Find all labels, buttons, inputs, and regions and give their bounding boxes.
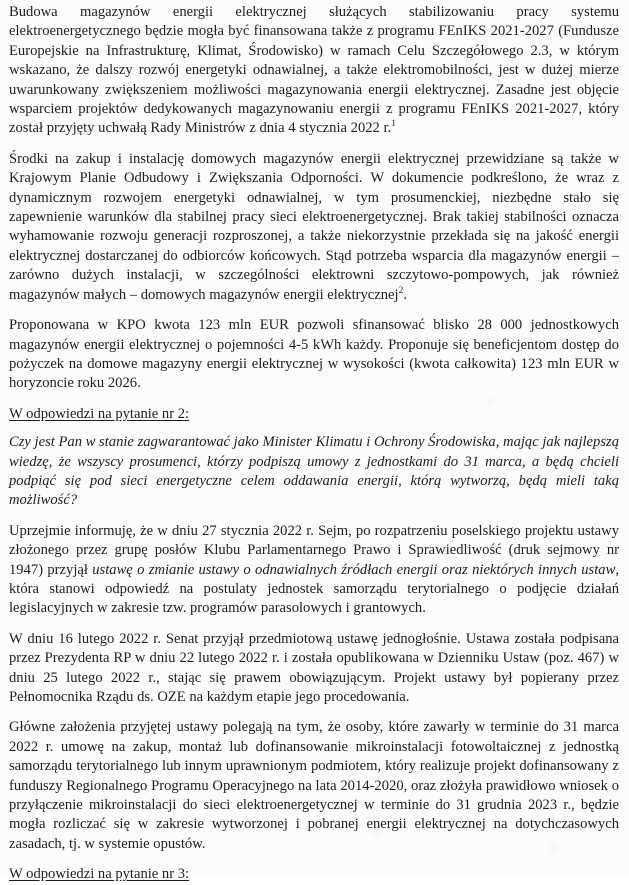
paragraph-senat-podpisanie <box>9 630 619 708</box>
paragraph-text: Główne założenia przyjętej ustawy polegają na tym, że osoby, które zawarły w terminie do 31 marca 2022 r. umowę na zakup, montaż lub dofinansowanie mikroinstalacji fotowoltaicznej z jednostką samorządu terytorialnego lub innym uprawnionym podmiotem, który realizuje projekt dofinansowany z funduszy Regionalnego Programu Operacyjnego na lata 2014-2020, oraz złożyła prawidłowo wniosek o przyłączenie mikroinstalacji do sieci elektroenergetycznej w terminie do 31 grudnia 2023 r., będzie mogła rozliczać się w zakresie wytworzonej i pobranej energii elektrycznej na dotychczasowych zasadach, tj. w systemie opustów. <box>9 719 619 852</box>
footnote-ref-1: 1 <box>391 119 396 130</box>
heading-answer-question-3 <box>9 865 619 884</box>
paragraph-text: Środki na zakup i instalację domowych magazynów energii elektrycznej przewidziane są także w Krajowym Planie Odbudowy i Zwiększania Odporności. W dokumencie podkreślono, że wraz z dynamicznym rozwojem energetyki odnawialnej, w tym prosumenckiej, niezbędne stało się zapewnienie warunków dla stabilnej pracy sieci elektroenergetycznej. Brak takiej stabilności oznacza wyhamowanie rozwoju generacji rozproszonej, a także niekorzystnie przekłada się na jakość energii elektrycznej dostarczanej do odbiorców końcowych. Stąd potrzeba wsparcia dla magazynów energii – zarówno dużych instalacji, w szczególności elektrowni szczytowo-pompowych, jak również magazynów małych – domowych magazynów energii elektrycznej <box>9 150 619 303</box>
heading-text: W odpowiedzi na pytanie nr 3: <box>9 866 190 883</box>
act-title: ustawę o zmianie ustawy o odnawialnych źródłach energii oraz niektórych innych ustaw <box>92 561 616 578</box>
paragraph-sejm-ustawa <box>9 522 619 619</box>
paragraph-feniks-program <box>9 3 619 139</box>
heading-answer-question-2 <box>9 405 619 424</box>
paragraph-text-tail: , która stanowi odpowiedź na postulaty jednostek samorządu terytorialnego o podjęcie działań legislacyjnych w zakresie tzw. programów parasolowych i grantowych. <box>9 561 619 617</box>
heading-text: W odpowiedzi na pytanie nr 2: <box>9 405 190 422</box>
paragraph-kpo-srodki <box>9 150 619 305</box>
paragraph-glowne-zalozenia <box>9 718 619 854</box>
paragraph-text-tail: . <box>403 286 407 303</box>
paragraph-text: Budowa magazynów energii elektrycznej służących stabilizowaniu pracy systemu elektroenergetycznego będzie mogła być finansowana także z programu FEnIKS 2021-2027 (Fundusze Europejskie na Infrastrukturę, Klimat, Środowisko) w ramach Celu Szczegółowego 2.3, w którym wskazano, że dalszy rozwój energetyki odnawialnej, a także elektromobilności, jest w dużej mierze uwarunkowany zwiększeniem możliwości magazynowania energii elektrycznej. Zasadne jest objęcie wsparciem projektów dedykowanych magazynowaniu energii z programu FEnIKS 2021-2027, który został przyjęty uchwałą Rady Ministrów z dnia 4 stycznia 2022 r. <box>9 4 619 137</box>
footnote-ref-2: 2 <box>398 285 404 296</box>
paragraph-text: W dniu 16 lutego 2022 r. Senat przyjął przedmiotową ustawę jednogłośnie. Ustawa została podpisana przez Prezydenta RP w dniu 22 lutego 2022 r. i została opublikowana w Dzienniku Ustaw (poz. 467) w dniu 25 lutego 2022 r., stając się prawem obowiązującym. Projekt ustawy był popierany przez Pełnomocnika Rządu ds. OZE na każdym etapie jego procedowania. <box>9 630 619 705</box>
paragraph-question-2-quote <box>9 433 619 511</box>
paragraph-text: Proponowana w KPO kwota 123 mln EUR pozwoli sfinansować blisko 28 000 jednostkowych magazynów energii elektrycznej o pojemności 4-5 kWh każdy. Proponuje się beneficjentom dostęp do pożyczek na domowe magazyny energii elektrycznej w wysokości (kwota całkowita) 123 mln EUR w horyzoncie roku 2026. <box>9 317 619 392</box>
paragraph-text: Uprzejmie informuję, że w dniu 27 stycznia 2022 r. Sejm, po rozpatrzeniu poselskiego projektu ustawy złożonego przez grupę posłów Klubu Parlamentarnego Prawo i Sprawiedliwość (druk sejmowy nr 1947) przyjął <box>9 522 619 578</box>
paragraph-kpo-kwota <box>9 316 619 394</box>
question-text: Czy jest Pan w stanie zagwarantować jako Minister Klimatu i Ochrony Środowiska, mając jak najlepszą wiedzę, że wszyscy prosumenci, którzy podpiszą umowy z jednostkami do 31 marca, a będą chcieli podpiąć się pod sieci energetyczne celem oddawania energii, którą wytworzą, będą mieli taką możliwość? <box>9 434 619 509</box>
